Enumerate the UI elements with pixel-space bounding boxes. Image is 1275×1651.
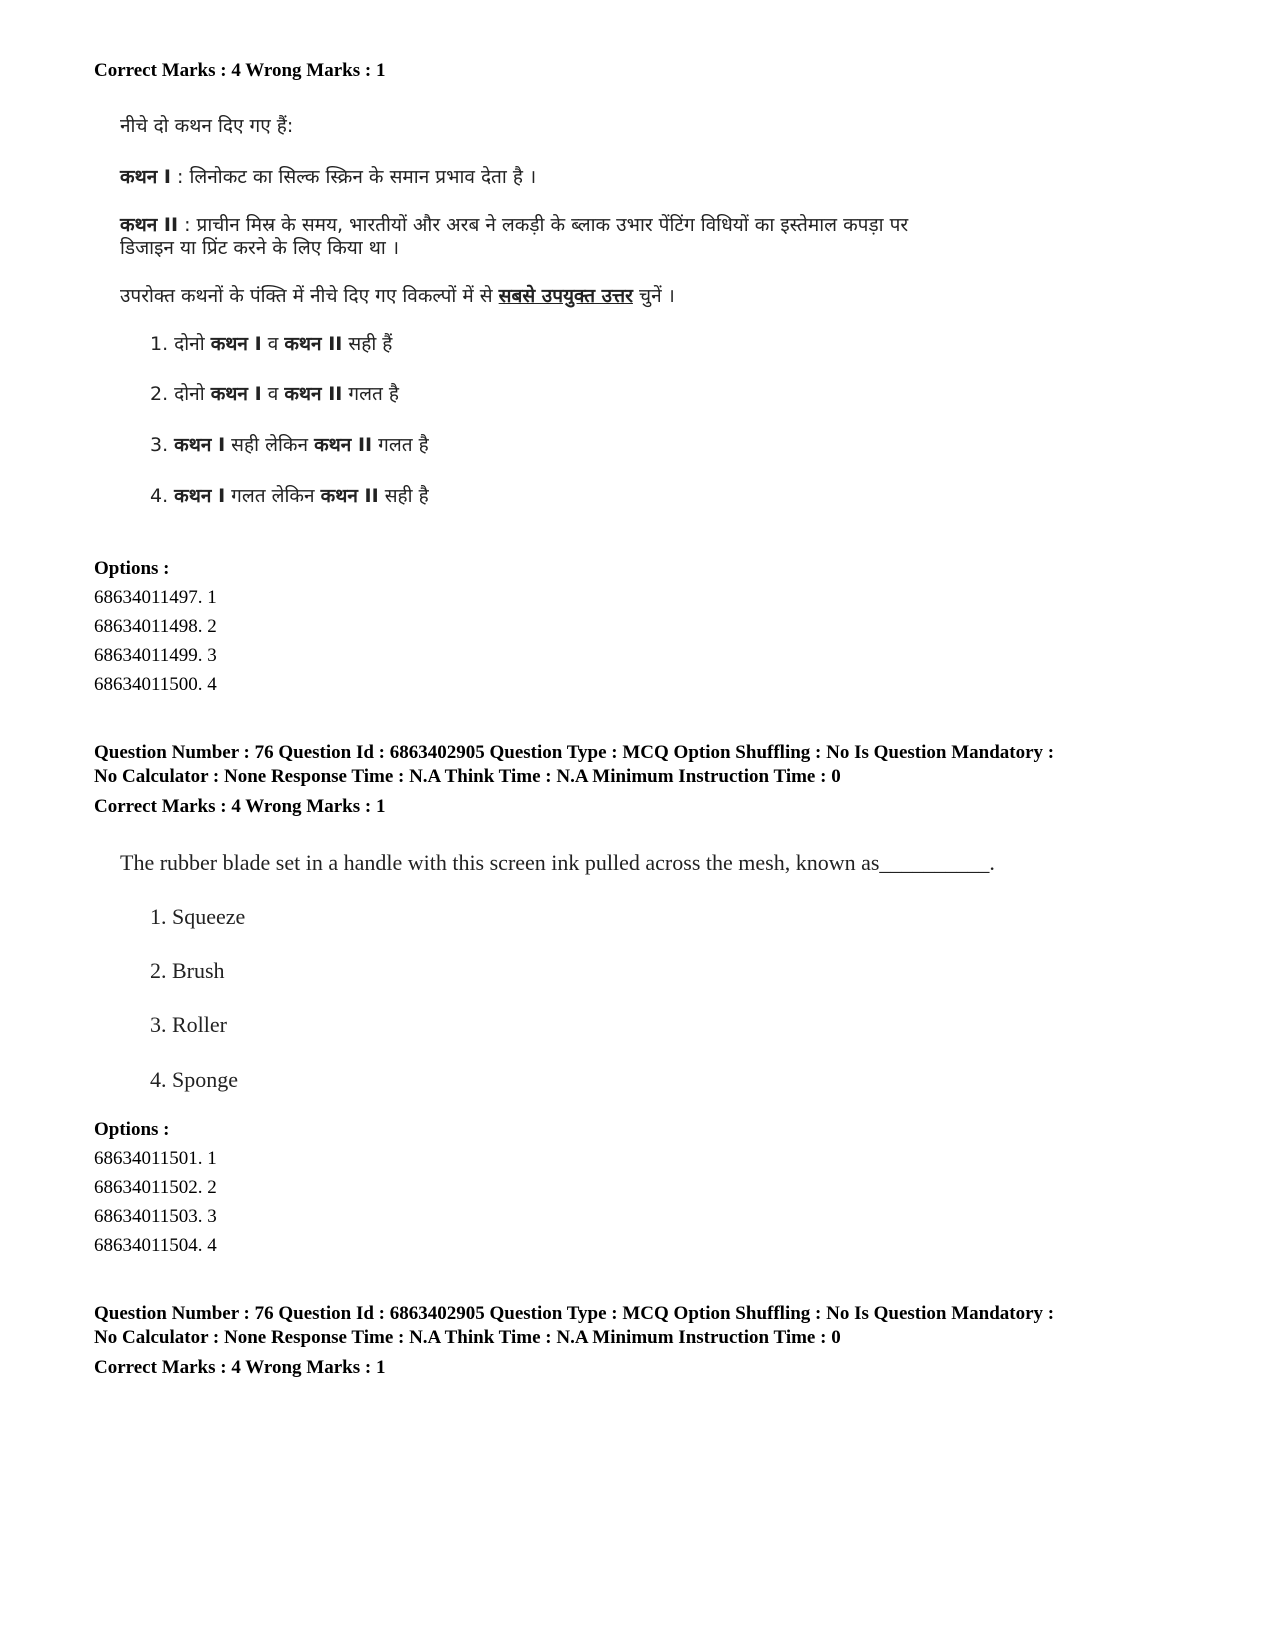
instruction-post: चुनें । [632, 285, 675, 307]
q76-options-label: Options : [94, 1119, 170, 1140]
q75-statement-2-cont: डिजाइन या प्रिंट करने के लिए किया था । [120, 237, 400, 259]
statement-1-label: कथन I [120, 166, 171, 188]
choice-text: सही हैं [342, 333, 393, 355]
q76-header-line-2: No Calculator : None Response Time : N.A Think Time : N.A Minimum Instruction Time : 0 [94, 766, 841, 787]
choice-text: कथन I [174, 485, 226, 507]
q75-options-label: Options : [94, 558, 170, 579]
choice-text: 3. [150, 434, 175, 456]
q76-marks: Correct Marks : 4 Wrong Marks : 1 [94, 796, 386, 817]
choice-text: सही है [378, 485, 429, 507]
q75-option-id: 68634011498. 2 [94, 616, 217, 637]
q76-choice-1: 1. Squeeze [150, 904, 246, 929]
choice-text: कथन I [210, 333, 262, 355]
statement-2-label: कथन II [120, 214, 179, 236]
q76-choice-3: 3. Roller [150, 1012, 227, 1037]
q76-choice-2: 2. Brush [150, 958, 225, 983]
q76-option-id: 68634011503. 3 [94, 1206, 217, 1227]
choice-text: व [261, 333, 285, 355]
instruction-emphasis: सबसे उपयुक्त उत्तर [498, 285, 633, 307]
choice-text: सही लेकिन [225, 434, 315, 456]
choice-text: गलत लेकिन [225, 485, 321, 507]
q75-option-id: 68634011500. 4 [94, 674, 217, 695]
choice-text: 1. दोनो [150, 333, 211, 355]
q75-statement-1 [120, 166, 536, 188]
choice-text: कथन II [284, 383, 343, 405]
q75-intro: नीचे दो कथन दिए गए हैं: [120, 115, 294, 137]
q75-option-id: 68634011497. 1 [94, 587, 217, 608]
instruction-pre: उपरोक्त कथनों के पंक्ति में नीचे दिए गए विकल्पों में से [120, 285, 499, 307]
q75-statement-2 [120, 214, 908, 236]
choice-text: व [261, 383, 285, 405]
q75-choice-2 [150, 382, 399, 406]
q75-choice-4 [150, 484, 429, 508]
choice-text: कथन I [210, 383, 262, 405]
statement-1-text: : लिनोकट का सिल्क स्क्रिन के समान प्रभाव देता है । [170, 166, 537, 188]
choice-text: गलत है [372, 434, 429, 456]
choice-text: कथन II [314, 434, 373, 456]
choice-text: कथन II [284, 333, 343, 355]
q75-instruction [120, 285, 675, 307]
q76-option-id: 68634011501. 1 [94, 1148, 217, 1169]
statement-2-text: : प्राचीन मिस्र के समय, भारतीयों और अरब ने लकड़ी के ब्लाक उभार पेंटिंग विधियों का इस्तेमाल कपड़ा पर [178, 214, 909, 236]
choice-text: गलत है [342, 383, 399, 405]
q76-question-text: The rubber blade set in a handle with this screen ink pulled across the mesh, known as__________. [120, 850, 995, 875]
q76b-header-line-2: No Calculator : None Response Time : N.A Think Time : N.A Minimum Instruction Time : 0 [94, 1327, 841, 1348]
q76-option-id: 68634011504. 4 [94, 1235, 217, 1256]
q76-option-id: 68634011502. 2 [94, 1177, 217, 1198]
q76b-marks: Correct Marks : 4 Wrong Marks : 1 [94, 1357, 386, 1378]
q75-option-id: 68634011499. 3 [94, 645, 217, 666]
q76-choice-4: 4. Sponge [150, 1067, 238, 1092]
q76-header-line-1: Question Number : 76 Question Id : 6863402905 Question Type : MCQ Option Shuffling : No Is Question Mandatory : [94, 742, 1055, 763]
q76b-header-line-1: Question Number : 76 Question Id : 6863402905 Question Type : MCQ Option Shuffling : No Is Question Mandatory : [94, 1303, 1055, 1324]
q75-choice-1 [150, 332, 392, 356]
choice-text: 2. दोनो [150, 383, 211, 405]
q75-marks: Correct Marks : 4 Wrong Marks : 1 [94, 60, 386, 81]
q75-choice-3 [150, 433, 429, 457]
choice-text: 4. [150, 485, 175, 507]
choice-text: कथन I [174, 434, 226, 456]
choice-text: कथन II [320, 485, 379, 507]
